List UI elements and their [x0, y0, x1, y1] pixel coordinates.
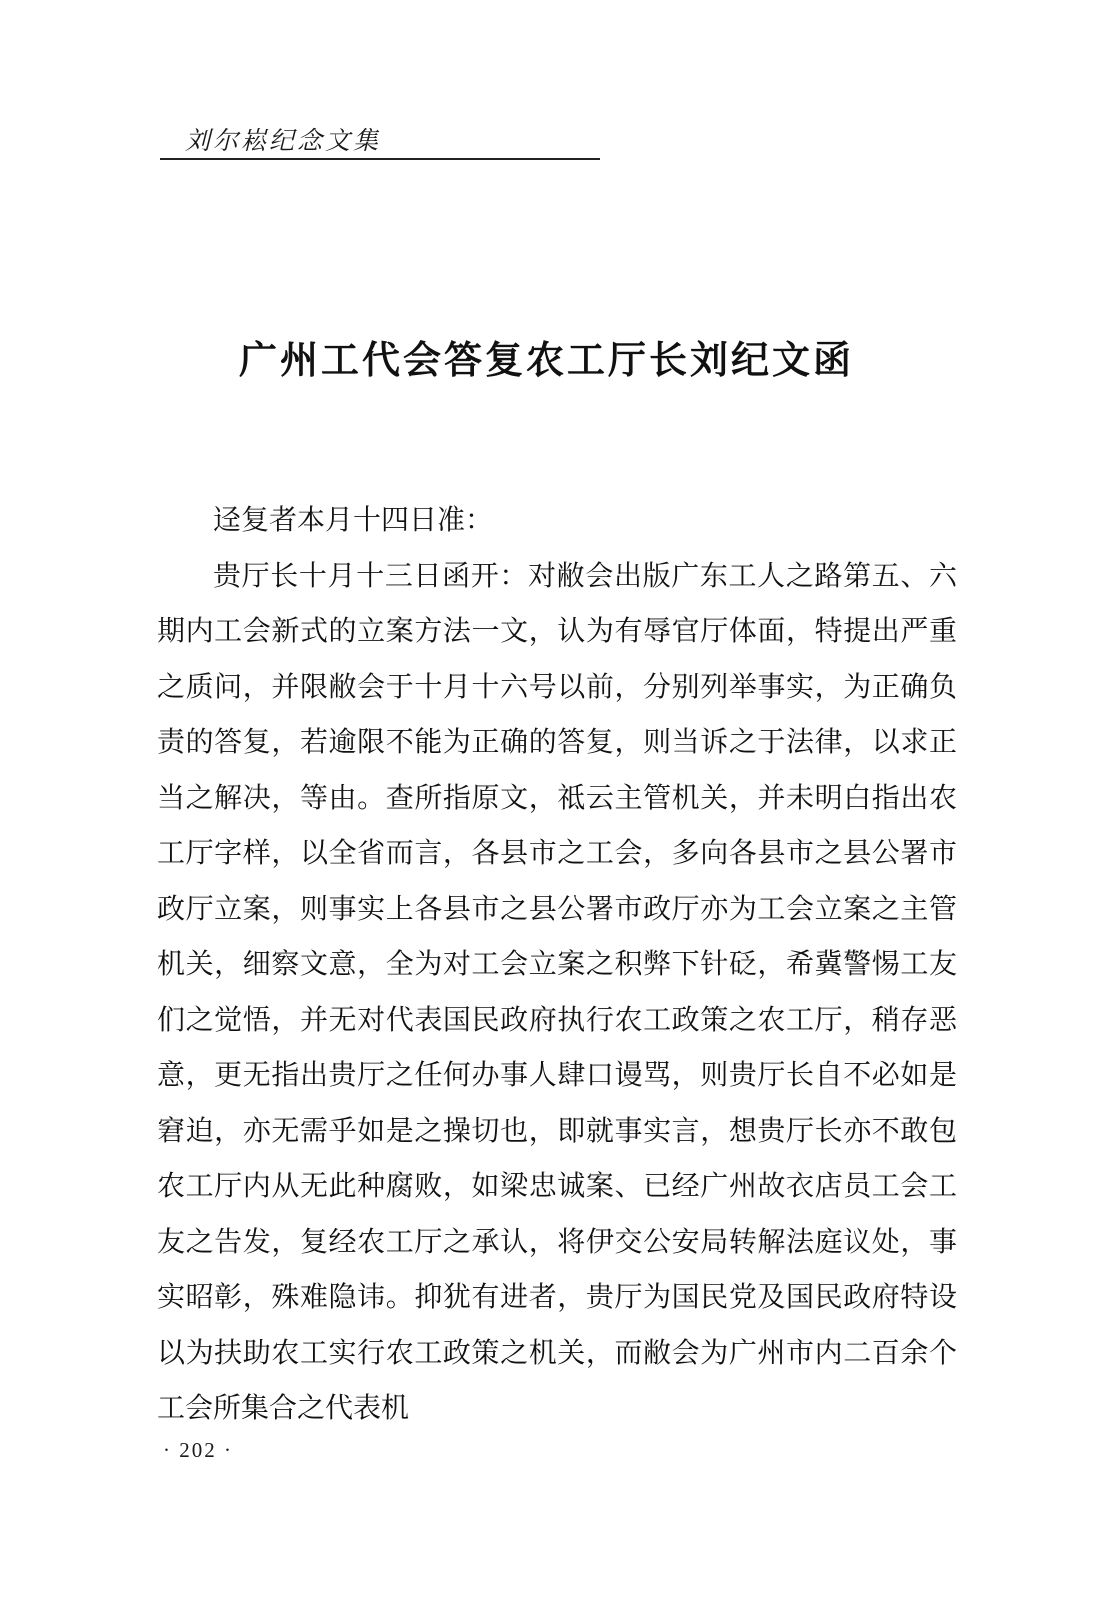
running-header: 刘尔崧纪念文集	[185, 126, 382, 155]
document-title: 广州工代会答复农工厅长刘纪文函	[238, 338, 854, 382]
salutation-paragraph: 迳复者本月十四日准：	[213, 503, 494, 536]
body-text	[157, 492, 957, 1436]
body-paragraph: 贵厅长十月十三日函开：对敝会出版广东工人之路第五、六期内工会新式的立案方法一文，认为有辱官厅体面，特提出严重之质问，并限敝会于十月十六号以前，分别列举事实，为正确负责的答复，若逾限不能为正确的答复，则当诉之于法律，以求正当之解决，等由。查所指原文，祗云主管机关，并未明白指出农工厅字样，以全省而言，各县市之工会，多向各县市之县公署市政厅立案，则事实上各县市之县公署市政厅亦为工会立案之主管机关，细察文意，全为对工会立案之积弊下针砭，希冀警惕工友们之觉悟，并无对代表国民政府执行农工政策之农工厅，稍存恶意，更无指出贵厅之任何办事人肆口谩骂，则贵厅长自不必如是窘迫，亦无需乎如是之操切也，即就事实言，想贵厅长亦不敢包农工厅内从无此种腐败，如梁忠诚案、已经广州故衣店员工会工友之告发，复经农工厅之承认，将伊交公安局转解法庭议处，事实昭彰，殊难隐讳。抑犹有进者，贵厅为国民党及国民政府特设以为扶助农工实行农工政策之机关，而敝会为广州市内二百余个工会所集合之代表机	[157, 558, 957, 1424]
header-rule	[160, 158, 600, 160]
page-number: · 202 ·	[163, 1438, 233, 1462]
